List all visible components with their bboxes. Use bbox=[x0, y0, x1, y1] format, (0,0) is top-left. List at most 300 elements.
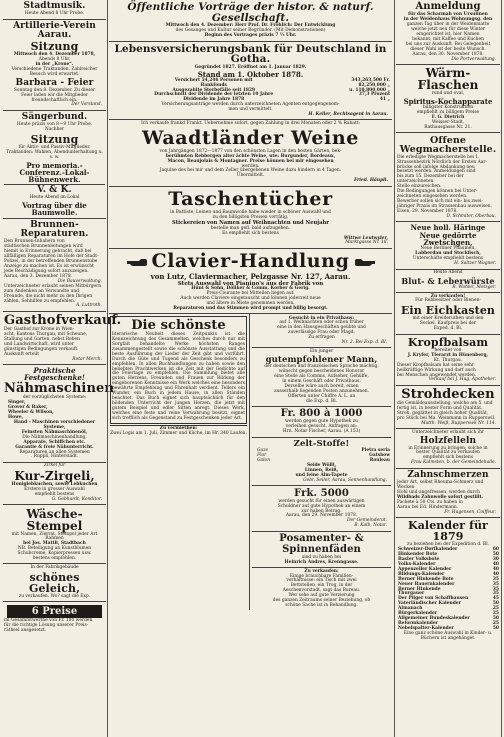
ad-line: bei Jos. Mattli, Stadtbach bbox=[23, 541, 86, 547]
ad-line: J. Kryfer, Tierarzt in Hünenberg, bbox=[407, 352, 489, 358]
ad-line: Bewerber sollen sich mit ein- bis zwei- bbox=[397, 199, 483, 204]
ad-line: zeichneten eingesehen werden. bbox=[397, 194, 468, 200]
page-edge-rule bbox=[501, 0, 502, 737]
item-price: 35 bbox=[492, 586, 499, 592]
ad-line: Die Bedingungen können bei Unter- bbox=[397, 189, 478, 195]
ad-saengerbund bbox=[3, 111, 106, 219]
ad-line: Labberdan und Stockfisch, bbox=[415, 251, 481, 257]
item-name: Thurgauer bbox=[398, 591, 425, 597]
ad-line: Mittwoch den 4. Dezember: Herr Prof. Dr. Fröhlich: Der Entwicklung bbox=[165, 23, 336, 29]
item-name: Berner Hinkende Bote bbox=[398, 576, 454, 582]
ad-signature: D. Schmiter, Oberbau. bbox=[446, 213, 496, 219]
ad-title: Sängerbund. bbox=[21, 112, 88, 123]
column-rule bbox=[107, 0, 108, 737]
ad-gutempfohlener bbox=[252, 348, 391, 407]
ad-line: verleihen gesucht. Anfragen an: bbox=[285, 424, 358, 430]
ad-line: zuverlässige Frau oder Magd, bbox=[288, 330, 355, 336]
subcolumn-right bbox=[250, 314, 392, 610]
ad-line: ausserhalb liegenden Posten anzunehmen. bbox=[273, 388, 370, 394]
ad-line: zählen, Sehhilfen zu empfehlen. bbox=[4, 298, 76, 304]
ad-schoenste bbox=[110, 316, 247, 424]
ad-line: Nachher bbox=[44, 127, 65, 133]
item-name: Bürgerkalender bbox=[398, 611, 438, 617]
ad-pretitle: Praktische Festgeschenke! bbox=[24, 366, 85, 383]
ad-line: Stickereien von Namen auf Weihnachten und Neujahr bbox=[171, 219, 330, 226]
ad-line: die Gemäldeausstellung, welche am 5. und bbox=[397, 401, 493, 407]
ad-line: der vorzüglichsten Systeme: bbox=[22, 395, 87, 401]
ad-pretitle: Zu verkaufen: bbox=[304, 568, 339, 574]
ad-line: Unterzeichneter erlaubt seinen Mitbürgern bbox=[4, 283, 102, 289]
ad-signature: G. Gebhardt, Konditor. bbox=[51, 496, 102, 502]
item-price: 50 bbox=[492, 601, 499, 607]
ad-line: Jaquine des bei mir und dem Zeller übergebenen Weine dazu hindern in 4 Tagen. bbox=[159, 168, 342, 174]
ad-signature: Der Vorstand. bbox=[71, 102, 102, 108]
ad-line: men und vermittelt. bbox=[228, 107, 273, 113]
brand-item: Howe, bbox=[8, 415, 24, 421]
ad-line: günstigen Bedingungen verkauft. bbox=[4, 346, 79, 352]
ad-line: bei Menschen angewendet werden. bbox=[397, 372, 477, 378]
ad-line: Exped. d. Bl. bbox=[433, 326, 463, 332]
item-name: Almanach bbox=[398, 606, 423, 612]
ad-line: des Gesanges und Kultur seiner Begründer. (Mit Demonstrationen) bbox=[175, 28, 326, 34]
ad-line: mit einer Kreideruthen und den bbox=[412, 316, 484, 322]
ad-posamenter bbox=[252, 532, 391, 569]
ad-naehmaschinen bbox=[3, 365, 114, 463]
ad-kalender bbox=[396, 518, 500, 643]
ad-pretitle: Gesucht in ein Privathaus: bbox=[288, 315, 355, 321]
ad-pretitle: Heute Abend bbox=[433, 269, 463, 275]
item-name: Schweizer-Dorfkalender bbox=[398, 547, 458, 553]
item-name: Berner Hinkende bbox=[398, 586, 441, 592]
ad-line: Heinrich Andres, Krenngasse. bbox=[284, 559, 359, 565]
ad-line: Honiglebkuchen, sowie Lebkuchen bbox=[11, 482, 98, 488]
item-price: 30 bbox=[492, 556, 499, 562]
item-price: 40 bbox=[492, 566, 499, 572]
ad-title: Blut- & Leberwürste bbox=[401, 275, 495, 286]
ad-line: für die richtige Lösung unserer Preis- bbox=[4, 622, 89, 628]
brand-item: Grover & Baker, bbox=[8, 405, 48, 411]
column-center bbox=[109, 0, 392, 737]
item-price: 25 bbox=[492, 620, 499, 626]
ad-line: Schuldner auf gute Hypothek an einem bbox=[277, 503, 366, 509]
ad-line: Eine ganz schöne Auswahl in Kinder- u. Büchern ist angehänget. bbox=[403, 630, 493, 641]
ad-line: der deutschen und französischen Sprache mächtig, bbox=[264, 364, 379, 370]
ad-line: Macon, Beaujolais & Montagner. Preise können bei mir eingesehen bbox=[167, 158, 334, 164]
ad-line: bis zum 15. Dezember bei der unterzeichneten bbox=[397, 174, 464, 185]
ad-line: eine Stelle als Commis, Aufseher, Gehülfe, bbox=[274, 374, 369, 380]
ad-waermflaschen bbox=[396, 65, 500, 133]
ad-signature: Die Bauverwaltung. bbox=[57, 278, 102, 284]
ad-subtitle: Vortrag über die Baumwolle. bbox=[22, 200, 87, 217]
item-name: Pietra seria bbox=[361, 448, 390, 454]
ad-line: für Aktiv- und Passiv-Mitglieder, bbox=[18, 145, 91, 151]
ad-waadtlaender bbox=[109, 120, 392, 186]
ad-stadtmusik bbox=[3, 0, 106, 20]
ad-title: 6 Preise bbox=[7, 605, 102, 618]
ad-line: sind zu haben bei bbox=[301, 554, 342, 560]
ad-line: Reparaturen an allen Systemen bbox=[19, 449, 90, 455]
ad-line: werden gegen gute Hypothek zu bbox=[285, 419, 358, 425]
ad-line: städtischen Brunnenleitungen wird bbox=[4, 244, 83, 250]
ad-line: Bettstellen, ein Trog, in der bbox=[290, 583, 353, 589]
ad-signature: Matth. Weiß, Rupperswil Nr. 114. bbox=[421, 420, 496, 426]
ad-line: jeder Art, selbst Rheuma-Schmerz und Wecken bbox=[397, 479, 484, 490]
item-name: Gaze bbox=[257, 448, 269, 454]
ad-line: fertig ist, in bester Form und Qualität, bbox=[397, 406, 483, 412]
table-cell: Bankfonds bbox=[200, 82, 227, 88]
ad-line: Einige brauchbare Familien- bbox=[289, 573, 354, 579]
ad-line: in einem Geschäft oder Privathaus. bbox=[282, 379, 361, 384]
ad-line: Apparate, Schiffchen etc. bbox=[23, 439, 86, 445]
table-cell: Durchschnitt der Dividende der letzten 10 Jahre bbox=[154, 92, 274, 98]
ad-line: NB. Beteiligung an Kunstblumen bbox=[17, 546, 92, 552]
ad-line: zu verkaufen. Wo? sagt die Exp. bbox=[18, 593, 91, 599]
ad-line: Aeschenvorstadt, sagt das Bureau. bbox=[282, 588, 361, 594]
item-price: 40 bbox=[492, 561, 499, 567]
ad-signature: B. Kalb, Notar. bbox=[354, 523, 387, 529]
item-name: Vaterländischer Kalender bbox=[398, 601, 461, 607]
ad-title: Neue holl. Häringe bbox=[410, 223, 486, 233]
ad-line: Versicherungsanträge werden durch unterzeichneten Agenten entgegengenom- bbox=[161, 102, 340, 108]
ad-kropfbalsam bbox=[396, 335, 500, 386]
ad-title: Stadtmusik. bbox=[23, 1, 86, 12]
ad-line: Es empfiehlt sich bestens bbox=[222, 230, 279, 236]
item-name: Neuer Bauernkalender bbox=[398, 581, 455, 587]
item-price: 25 bbox=[492, 611, 499, 617]
brand-item: Singer, bbox=[8, 400, 26, 406]
ad-line: Sockel. Kaufpreis bei der bbox=[419, 321, 477, 327]
ad-line: Hünt & Sohn, Döllker & Comm. Korber & Gerig. bbox=[191, 286, 310, 292]
ad-line: in Battiste, Leinen und Baumwolle habe wieder in schöner Auswahl und bbox=[170, 210, 331, 215]
ad-line: und ältere in Miete genommen werden. bbox=[206, 300, 295, 306]
ad-line: in Erinnerung zu bringen; solche in bbox=[408, 445, 488, 451]
ad-line: Aarau, den 3. Dezember 1878. bbox=[4, 273, 73, 279]
ad-line: Garantie & freie Nähunterricht. bbox=[15, 444, 94, 450]
ad-line: Wildbads Zahnwolle sofort gestillt. bbox=[397, 494, 484, 500]
column-rule bbox=[394, 0, 395, 737]
ad-signature: H. Keller, Rechtsagent in Aarau. bbox=[308, 112, 388, 118]
ad-signature: R. Wohler, Metzger. bbox=[452, 284, 496, 290]
ad-line: Der Gasthof zur Krone in Wien- bbox=[4, 327, 75, 333]
ad-line: Zu erfragen bbox=[308, 335, 335, 341]
ad-line: Stets Auswahl von Pianino's aus der Fabrik von bbox=[177, 280, 324, 287]
ad-signature: Marktgasse Nr. 18. bbox=[345, 240, 388, 246]
ad-artillerie bbox=[3, 20, 106, 111]
ad-title: Öffentliche Vorträge der histor. & naturf. Gesellschaft. bbox=[127, 1, 374, 24]
ad-waesche bbox=[3, 505, 106, 564]
ad-signature: Frau Kalmsten, b. der Gemeindehalle. bbox=[411, 460, 496, 466]
item-name: Basler Volksbote bbox=[398, 556, 440, 562]
ad-signature: Der Gemeinderat. bbox=[347, 518, 387, 524]
ad-title: Fr. 800 à 1000 bbox=[280, 408, 363, 420]
ad-pretitle: Ich verkaufe frankd Frankt. Uebernehme sofort, gegen Zahlung in drei Monaten oder 2 % Rabatt: bbox=[141, 120, 360, 126]
ad-title: Posamenter- & bbox=[279, 532, 364, 544]
ad-zelt bbox=[252, 438, 391, 487]
ad-line: welche jetzt neu für diese Winter bbox=[410, 27, 486, 33]
ad-line: Packete à 50 Cts. zu haben in bbox=[397, 499, 463, 505]
ad-subtitle: Spiritus-Kochapparate bbox=[403, 97, 493, 107]
item-name: Gatsbow bbox=[369, 453, 390, 459]
ad-subtitle: Neue gedörrte Zwetschgen, bbox=[419, 231, 477, 248]
ad-title: Frk. 5000 bbox=[294, 487, 349, 499]
ad-line: wünscht gegen bescheidenes Honorar bbox=[278, 369, 365, 375]
ad-line: Gegründet 1827. Eröffnet am 1. Januar 1829. bbox=[194, 64, 307, 70]
ad-pretitle: Zu verkaufen! bbox=[430, 293, 466, 299]
ad-title: Offene Wegmacherstelle. bbox=[399, 134, 497, 156]
ad-pretitle: In der Fabrikgebäude bbox=[30, 564, 79, 570]
ad-line: Preis-Courante bei Mitteilen liegen auf. bbox=[206, 291, 295, 297]
item-name: Bildungs-Kalender bbox=[398, 571, 445, 577]
ad-line: Reparaturen und das Stimmen wird prompt und billig besorgt. bbox=[173, 305, 328, 311]
ad-line: Mittwoch den 4. Dezember 1878, bbox=[13, 52, 96, 58]
ad-subtitle: V. & K. bbox=[37, 184, 72, 195]
ad-line: Unterschäfte empfiehlt bestens bbox=[412, 256, 484, 262]
ad-brunnen bbox=[3, 219, 106, 312]
ad-verkaufen bbox=[252, 568, 391, 610]
ad-line: empfiehlt bestens bbox=[34, 491, 75, 497]
ad-holzfelleln bbox=[396, 429, 500, 468]
ad-signature: Nr. 2. Bei Exp. d. Bl. bbox=[341, 340, 387, 346]
ad-line: im Gesammtwerthe von Fr. 100 werden bbox=[4, 617, 93, 623]
ad-line: Weisser-Stadt, bbox=[431, 120, 465, 126]
ad-line: Verschiedene Traktanden. Zahlreicher Besuch wird erwartet. bbox=[11, 66, 98, 77]
ad-line: Hrn. Notar Fischer, Aarau. (A 153) bbox=[282, 429, 361, 435]
ad-title: Kur-Zirgeli, bbox=[14, 469, 95, 484]
item-price: 45 bbox=[492, 596, 499, 602]
ad-line: bestens empfohlen. bbox=[32, 556, 77, 562]
ad-line: Zwei Logis am 1. Juli, Zimmer und Küche, im Hr. 340 Laufen. bbox=[110, 430, 247, 436]
column-right bbox=[396, 0, 500, 737]
ad-line: berühmten Rebbergen alter ächte Weine, wie: Burgunder, Bordeaux, bbox=[165, 153, 336, 159]
item-name: Appenzeller Kalender bbox=[398, 566, 452, 572]
ad-title: Gasthofverkauf. bbox=[4, 313, 122, 329]
item-name: Rouleau bbox=[369, 458, 390, 464]
ad-taschentuecher bbox=[109, 187, 392, 249]
ad-line: Den Brunnen-Inhabern von bbox=[4, 239, 65, 245]
pointing-hand-icon bbox=[126, 256, 148, 268]
ad-signature: Fried. Häupli. bbox=[353, 178, 388, 184]
ad-signature: Verkauf bei J. Hug, Apotheker. bbox=[428, 377, 496, 383]
ad-pretitle: Ein junger bbox=[309, 348, 334, 354]
ad-vortraege bbox=[109, 0, 392, 42]
ad-title: Holzfelleln bbox=[419, 435, 477, 446]
ad-title: Wärm-Flaschen bbox=[417, 66, 479, 93]
ad-line: acht, Kantons Thurgau, mit Scheune, bbox=[4, 332, 88, 338]
ad-line: Erstere in grosser Auswahl bbox=[24, 487, 85, 493]
ad-fabrik bbox=[3, 564, 106, 602]
ad-signature: Gebr. Seiler, Aarau, Sennenhandlung. bbox=[303, 477, 387, 483]
ad-line: verhältnisse: ein Tisch mit zwei bbox=[286, 578, 357, 584]
stats-table bbox=[110, 79, 391, 104]
ad-line: Stelle einzureichen. bbox=[397, 184, 442, 190]
ad-line: Auch werden Claviere eingetauscht und können jederzeit neue bbox=[180, 295, 321, 301]
ad-line: zu beziehen bei der Expedition d. Bl. bbox=[407, 542, 489, 548]
ad-wegmacher bbox=[396, 133, 500, 222]
ad-line: Abends 8 Uhr, bbox=[38, 57, 71, 63]
ad-line: Übermittelt. bbox=[236, 173, 265, 179]
ad-line: des ganzen Zeitraums seiner Beziehung, ob bbox=[272, 598, 371, 604]
ad-title: Nähmaschinen bbox=[4, 381, 114, 397]
ad-line: mit Namen, Zierrat, Stempel jeder Art bbox=[11, 531, 98, 537]
ad-signature: A. Luttroth. bbox=[76, 303, 102, 309]
table-cell: 82,250,000 „ bbox=[358, 82, 390, 88]
ad-line: und Landwirtschaft, wird unter bbox=[4, 341, 74, 347]
item-name: Volks-Kalender bbox=[398, 561, 436, 567]
ad-eichkasten bbox=[396, 293, 500, 334]
ad-line: schöne Sache ist in Behandlung. bbox=[285, 603, 358, 609]
ad-line: Strassenbezirk Nördlich der Ersten Aar- bbox=[397, 159, 488, 165]
ad-title: Lebensversicherungsbank für Deutschland in Gotha. bbox=[114, 42, 387, 66]
ad-line: F. G. Dietrich bbox=[431, 115, 465, 121]
subcolumn-left bbox=[109, 314, 250, 610]
table-cell: 37,3 Prozent bbox=[358, 92, 390, 98]
ad-strohdecken bbox=[396, 386, 500, 429]
ad-clavier bbox=[109, 249, 392, 314]
ad-pretitle: Zirkel für bbox=[43, 463, 66, 469]
ad-anmeldung bbox=[396, 0, 500, 65]
column-left bbox=[3, 0, 122, 737]
ad-line: Rahmen bbox=[45, 536, 64, 542]
ad-line: bester Qualität zu verkaufen bbox=[416, 450, 480, 456]
ad-line: und feine Alm-Tapete bbox=[295, 473, 348, 479]
ad-title: Spinnenfäden bbox=[282, 543, 361, 555]
item-price: 60 bbox=[492, 547, 499, 553]
ad-line: dieser Wahl ist der beste Wunsch. bbox=[410, 46, 486, 52]
ad-line: Wer sehe auf gute Verzierung bbox=[288, 593, 355, 599]
ad-line: Rathausgasse Nr. 21. bbox=[424, 125, 472, 130]
ad-gasthof bbox=[3, 312, 122, 365]
ad-line: Sonntag den 8. Dezember. Zu dieser bbox=[13, 87, 96, 93]
ad-line: räthsel ausgesetzt. bbox=[4, 627, 47, 633]
ad-title: Waadtländer Weine bbox=[142, 126, 359, 149]
ad-line: für das Scharmah von Ursulinen bbox=[408, 12, 488, 18]
ad-preise bbox=[3, 602, 106, 635]
ad-subtitle: Zu vermiethen: bbox=[159, 425, 198, 431]
ad-pretitle: Unterzeichneter erlaubt sich ihr bbox=[411, 429, 485, 435]
ad-subtitle: Pro memoria.-Conferenz.-Lokal-Bühnenwerk. bbox=[19, 160, 90, 184]
ad-line: werden gesucht für einen auswärtigen bbox=[278, 498, 365, 504]
ad-subtitle: Barbara - Feier bbox=[15, 77, 94, 88]
item-price: 40 bbox=[492, 571, 499, 577]
item-name: Hinkender Bote bbox=[398, 552, 438, 558]
ad-line: Derselbe wäre auch bereit, einen bbox=[284, 383, 359, 389]
ad-line: Schuhcreme, Kopierpressen usw. bbox=[17, 551, 92, 557]
table-cell: 343,263,500 Fr. bbox=[351, 77, 390, 83]
ad-line: bestelle man gefl. bald aufzugeben. bbox=[210, 225, 291, 231]
ad-title: Ein Eichkasten bbox=[400, 304, 496, 318]
ad-line: Die erledigte Wegmacherstelle bei 1. bbox=[397, 154, 480, 160]
ad-line: zum Andenken an Verwandte und bbox=[4, 288, 79, 294]
ad-line: Neue Berliner Pflaumen, bbox=[420, 246, 476, 252]
ad-line: Polizei, in der betreffenden Brunnenstube bbox=[4, 259, 98, 265]
ad-line: jede Beschädigung sofort anzuzeigen. bbox=[4, 269, 89, 275]
ad-lebensversicherung bbox=[109, 42, 392, 121]
ad-line: auf 1. Weihnachten oder schon früher bbox=[279, 320, 364, 326]
ad-line: brücke soll infolge Abdankung neu bbox=[397, 164, 475, 170]
ad-line: von Lutz, Claviermacher, Pelzgasse Nr. 127, Aarau. bbox=[150, 272, 351, 282]
ad-line: empfiehlt zu billigem Preise bbox=[416, 110, 480, 116]
ad-line: werden. bbox=[241, 163, 260, 169]
item-price: 50 bbox=[492, 616, 499, 622]
ad-line: in der Weidenhaus Wohnungsg. den bbox=[403, 17, 493, 23]
ad-title: Kropfbalsam bbox=[407, 335, 489, 349]
ad-line: Linnen, Reiß, bbox=[304, 468, 339, 474]
ad-line: Die Nähmaschinenhandlung, bbox=[22, 434, 87, 440]
pointing-hand-icon bbox=[354, 256, 376, 268]
ad-blutwuerste bbox=[396, 270, 500, 294]
ad-line: Seide Wölli, bbox=[306, 463, 337, 469]
ad-title: Zahnschmerzen bbox=[407, 469, 489, 480]
ad-zahnschmerzen bbox=[396, 469, 500, 518]
ad-signature: Wittwe Leutwyler, bbox=[343, 235, 388, 241]
ad-title: schönes Geleich, bbox=[28, 570, 81, 595]
ad-line: Systeme, bbox=[43, 424, 66, 430]
item-price: 25 bbox=[492, 606, 499, 612]
ad-line: bekannt, mit Kaffee und Kuchen bbox=[412, 37, 484, 42]
ad-line: . Ruppli, Hinterstadt. bbox=[30, 454, 79, 460]
ad-subtitle: Sitzung bbox=[30, 40, 79, 54]
ad-line: Traktanden: Wahlen, Abendunterhaltung u. s. w. bbox=[6, 149, 103, 160]
ad-subtitle: Sitzung bbox=[30, 133, 79, 147]
ad-line: Stallung und Garten, nebst Reben bbox=[4, 337, 80, 343]
item-name: Galon bbox=[257, 458, 271, 464]
ad-line: Hohl und angefressen, werden durch bbox=[397, 489, 480, 495]
ad-line: Heute Abend im Lokal bbox=[29, 194, 80, 200]
ad-line: ganzen Tag über in der Weidenmatte bbox=[406, 22, 490, 28]
ad-line: besetzt werden. Anmeldungen sind bbox=[397, 169, 476, 175]
ad-line: billigster Konstruktion bbox=[422, 105, 474, 111]
ad-line: Eisen, 29. November 1878. bbox=[397, 208, 458, 214]
ad-line: Hand - Maschinen verschiedener bbox=[13, 420, 96, 426]
ad-title: gutempfohlener Mann, bbox=[265, 354, 378, 365]
ad-line: zu den billigsten Preisen vorrätig. bbox=[212, 214, 289, 220]
ad-line: Beginn des Vortrages präzis 7 ½ Uhr. bbox=[204, 33, 297, 39]
ad-line: Stroh, geglättet in gleich hoher Qualität, bbox=[397, 411, 488, 417]
ad-line: empfiehlt sich bestens bbox=[423, 455, 473, 461]
ad-title: Clavier-Handlung bbox=[151, 250, 350, 273]
ad-title: Artillerie-Verein Aarau. bbox=[13, 21, 96, 41]
ad-line: die Exp. d. Bl. bbox=[305, 398, 338, 404]
table-cell: Dividende im Jahre 1878 bbox=[183, 97, 245, 103]
ad-title: Anmeldung bbox=[415, 1, 481, 13]
ad-line: Aarau, den 30. November 1878. bbox=[412, 51, 484, 57]
ad-haeringe bbox=[396, 222, 500, 269]
table-cell: 41 „ bbox=[379, 97, 390, 103]
ad-title: Strohdecken bbox=[401, 387, 495, 403]
ad-line: Aarau, den 29. November 1878. bbox=[285, 513, 358, 519]
ad-signature: Fr. Hugensen, Coiffeur. bbox=[444, 509, 496, 515]
ad-line: Feier laden wir die Mitglieder freundschaftlich ein. bbox=[21, 92, 88, 103]
ad-line: Feinsten Nähmaschinenöl, bbox=[21, 429, 88, 435]
ad-line: Aarau bei Ed. Hindermann. bbox=[397, 504, 459, 510]
ad-zirkel bbox=[3, 463, 106, 505]
ad-title: Taschentücher bbox=[168, 188, 333, 210]
item-price: 35 bbox=[492, 576, 499, 582]
item-name: Der Pilger von Schaffhausen bbox=[398, 596, 469, 602]
ad-line: Heute Abend 8 Uhr Probe. bbox=[24, 11, 85, 17]
item-name: Nebelspalter-Kalender bbox=[398, 625, 454, 631]
item-price: 50 bbox=[492, 552, 499, 558]
ad-line: Heute präzis von 8—9 Uhr Probe. bbox=[16, 122, 93, 128]
ad-line: eine in den Hausgeschäften geübte und bbox=[277, 325, 366, 331]
ad-line: Stand am 1. Oktober 1878. bbox=[197, 69, 304, 79]
ad-signature: H. Saltzer Wagner. bbox=[454, 261, 496, 267]
ad-line: heilkräftige Wirkung und darf auch bbox=[397, 367, 476, 373]
ad-title: Kalender für 1879 bbox=[408, 519, 488, 544]
ad-line: eingerichtet ist, hier Namen bbox=[416, 32, 480, 38]
ad-line: Auskunft erteilt bbox=[4, 351, 39, 357]
item-price: 35 bbox=[492, 591, 499, 597]
